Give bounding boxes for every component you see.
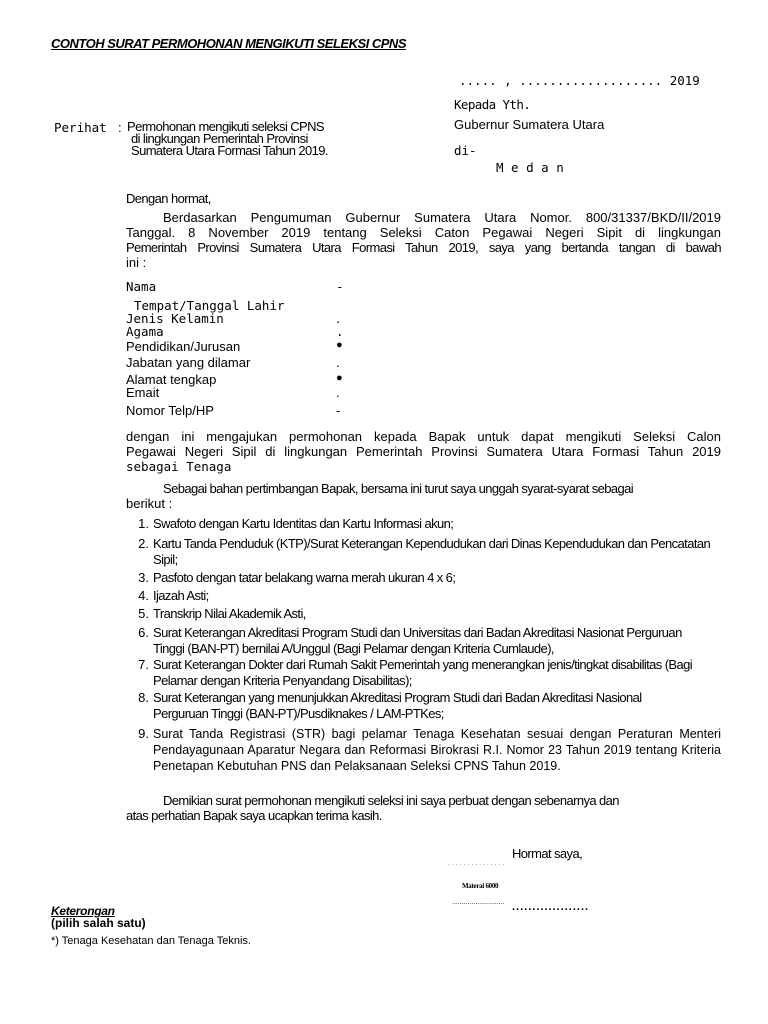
subject-line: Sumatera Utara Formasi Tahun 2019. xyxy=(131,143,328,158)
field-row xyxy=(126,298,356,312)
signature-dots: . . . . . . . . . . . . . . . xyxy=(448,860,505,867)
footnote-choose: (pilih salah satu) xyxy=(51,916,146,930)
field-label: Jenis Kelamin xyxy=(126,311,224,326)
stamp-label: Materai 6000 xyxy=(462,882,499,890)
closing-line: atas perhatian Bapak saya ucapkan terima kasih. xyxy=(126,808,382,823)
field-row xyxy=(126,385,356,399)
subject-line: di lingkungan Pemerintah Provinsi xyxy=(131,131,308,146)
attachments-intro-line: Sebagai bahan pertimbangan Bapak, bersama ini turut saya unggah syarat-syarat sebagai xyxy=(163,481,634,496)
list-item-number: 1. xyxy=(138,516,149,531)
footnote-note: *) Tenaga Kesehatan dan Tenaga Teknis. xyxy=(51,935,251,947)
request-line: sebagai Tenaga xyxy=(126,459,232,474)
date-line: ..... , ................... 2019 xyxy=(459,73,700,88)
field-label: Nomor Telp/HP xyxy=(126,403,214,418)
subject-label: Perihat xyxy=(54,120,107,135)
intro-line: ini : xyxy=(126,255,147,270)
list-item-number: 7. xyxy=(138,657,149,672)
field-row xyxy=(126,372,356,386)
field-label: Nama xyxy=(126,279,157,294)
list-item-number: 3. xyxy=(138,570,149,585)
field-separator: - xyxy=(336,279,344,294)
intro-line: Pemerintah Provinsi Sumatera Utara Formasi Tahun 2019, saya yang bertanda tangan di bawah xyxy=(126,240,721,255)
field-row xyxy=(126,311,356,325)
field-row xyxy=(126,279,356,293)
recipient-at: di- xyxy=(454,143,477,158)
recipient-name: Gubernur Sumatera Utara xyxy=(454,117,605,132)
field-row xyxy=(126,403,356,417)
greeting: Dengan hormat, xyxy=(126,191,211,206)
field-row xyxy=(126,355,356,369)
list-item-text: Ijazah Asti; xyxy=(153,588,209,603)
field-separator: ․ xyxy=(336,311,341,326)
field-separator: . xyxy=(336,385,340,400)
field-label: Jabatan yang dilamar xyxy=(126,355,251,370)
list-item-number: 5. xyxy=(138,606,149,621)
request-line: dengan ini mengajukan permohonan kepada Bapak untuk dapat mengikuti Seleksi Calon xyxy=(126,429,721,444)
field-row xyxy=(126,324,356,338)
field-separator: . xyxy=(336,324,344,339)
recipient-to: Kepada Yth. xyxy=(454,97,531,112)
recipient-city: M e d a n xyxy=(496,160,564,175)
page-title: CONTOH SURAT PERMOHONAN MENGIKUTI SELEKSI CPNS xyxy=(51,36,406,51)
list-item-text: Surat Keterangan Akreditasi Program Studi dan Universitas dari Badan Akreditasi Nasionat Perguruan Tinggi (BAN-PT) bernilai A/Unggul (Bagi Pelamar dengan Kriteria Cumlaude), xyxy=(153,625,682,656)
field-label: Agama xyxy=(126,324,164,339)
intro-line: Berdasarkan Pengumuman Gubernur Sumatera Utara Nomor. 800/31337/BKD/II/2019 xyxy=(163,210,721,225)
subject-text xyxy=(127,121,328,157)
closing-line: Demikian surat permohonan mengikuti seleksi ini saya perbuat dengan sebenarnya dan xyxy=(163,793,619,808)
request-line: Pegawai Negeri Sipil di lingkungan Pemerintah Provinsi Sumatera Utara Formasi Tahun 2019 xyxy=(126,444,721,459)
signature-name-line: ................... xyxy=(512,901,590,913)
field-separator: ● xyxy=(336,372,343,384)
intro-line: Tanggal. 8 November 2019 tentang Seleksi Caton Pegawai Negeri Sipit di lingkungan xyxy=(126,225,721,240)
list-item-number: 2. xyxy=(138,536,149,551)
field-label: Emait xyxy=(126,385,160,400)
field-label: Tempat/Tanggal Lahir xyxy=(134,298,285,313)
subject-colon: : xyxy=(118,120,122,135)
list-item-number: 4. xyxy=(138,588,149,603)
list-item-number: 8. xyxy=(138,690,149,705)
field-label: Alamat tengkap xyxy=(126,372,217,387)
field-row xyxy=(126,339,356,353)
list-item-text: Swafoto dengan Kartu Identitas dan Kartu Informasi akun; xyxy=(153,516,454,531)
subject-line: Permohonan mengikuti seleksi CPNS xyxy=(127,119,324,134)
list-item-text: Kartu Tanda Penduduk (KTP)/Surat Keterangan Kependudukan dari Dinas Kependudukan dan Pencatatan Sipil; xyxy=(153,536,711,567)
list-item-text: Transkrip Nilai Akademik Asti, xyxy=(153,606,306,621)
list-item-text: Surat Tanda Registrasi (STR) bagi pelamar Tenaga Kesehatan sesuai dengan Peraturan Menteri Pendayagunaan Aparatur Negara dan Reformasi Birokrasi R.I. Nomor 23 Tahun 2019 tentang Kriteria Penetapan Kebutuhan PNS dan Pelaksanaan Seleksi CPNS Tahun 2019. xyxy=(153,727,721,773)
signature-regards: Hormat saya, xyxy=(512,846,583,861)
field-label: Pendidikan/Jurusan xyxy=(126,339,241,354)
field-separator: - xyxy=(336,403,341,418)
list-item-number: 6. xyxy=(138,625,149,640)
list-item-number: 9. xyxy=(138,726,149,741)
attachments-intro-line: berikut : xyxy=(126,496,173,511)
field-separator: ● xyxy=(336,339,343,351)
signature-dots: ........................... xyxy=(452,899,505,906)
list-item-text: Pasfoto dengan tatar belakang warna merah ukuran 4 x 6; xyxy=(153,570,456,585)
list-item-text: Surat Keterangan yang menunjukkan Akreditasi Program Studi dari Badan Akreditasi Nasional Perguruan Tinggi (BAN-PT)/Pusdiknakes / LAM-PTKes; xyxy=(153,690,642,721)
field-separator: . xyxy=(336,355,340,370)
footnote-heading: Keterongan xyxy=(51,904,115,918)
list-item-text: Surat Keterangan Dokter dari Rumah Sakit Pemerintah yang menerangkan jenis/tingkat disabilitas (Bagi Pelamar dengan Kriteria Penyandang Disabilitas); xyxy=(153,657,693,688)
